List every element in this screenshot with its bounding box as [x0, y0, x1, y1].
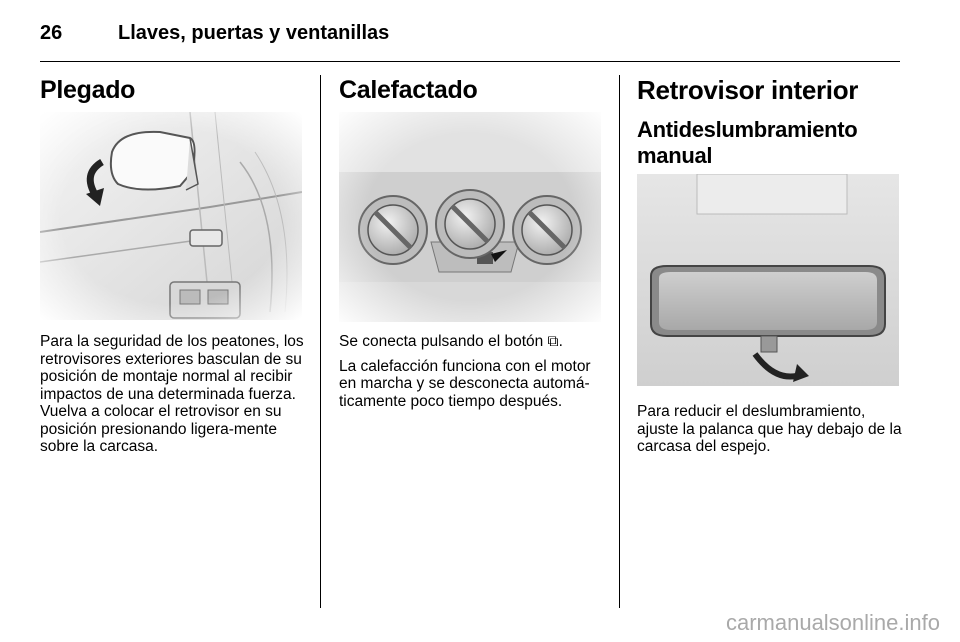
- page-header: [40, 18, 900, 62]
- column-divider-1: [320, 75, 321, 608]
- section-heading-retrovisor-interior: Retrovisor interior: [637, 75, 859, 105]
- column-retrovisor-body: [637, 403, 902, 456]
- heater-controls-illustration: [339, 112, 601, 322]
- chapter-title: Llaves, puertas y ventanillas: [118, 22, 390, 44]
- calefactado-paragraph-2: La calefacción funciona con el motor en marcha y se desconecta automá-ticamente poco tiempo después.: [339, 357, 591, 410]
- column-calefactado: [339, 75, 604, 105]
- column-divider-2: [619, 75, 620, 608]
- column-plegado-body: [40, 333, 306, 456]
- rearview-mirror-illustration: [637, 174, 899, 386]
- column-retrovisor: [637, 75, 902, 169]
- column-calefactado-body: [339, 333, 607, 410]
- plegado-paragraph: Para la seguridad de los peatones, los retrovisores exteriores basculan de su posición de montaje normal al recibir impactos de una determinada fuerza. Vuelva a colocar el retrovisor en su posición presionando ligera-mente sobre la carcasa.: [40, 333, 304, 455]
- column-plegado: [40, 75, 305, 105]
- page-number: 26: [40, 22, 63, 44]
- retrovisor-paragraph: Para reducir el deslumbramiento, ajuste la palanca que hay debajo de la carcasa del espejo.: [637, 403, 902, 455]
- section-heading-plegado: Plegado: [40, 76, 136, 104]
- calefactado-paragraph-1: Se conecta pulsando el botón ⧉.: [339, 333, 563, 350]
- section-heading-calefactado: Calefactado: [339, 76, 478, 104]
- folding-mirror-illustration: [40, 112, 302, 320]
- watermark: carmanualsonline.info: [725, 610, 940, 635]
- subsection-heading-antideslumbramiento: Antideslumbramiento manual: [637, 117, 858, 168]
